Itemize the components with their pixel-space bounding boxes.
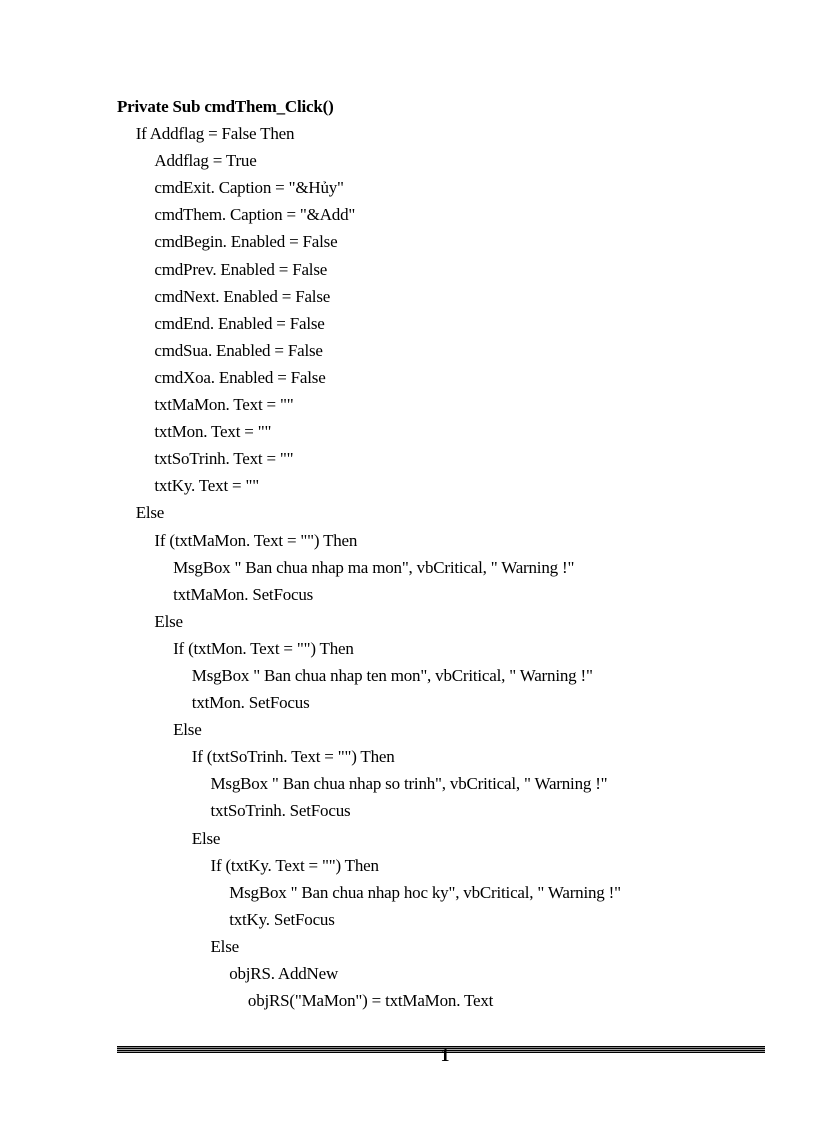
code-line: MsgBox " Ban chua nhap hoc ky", vbCritical, " Warning !" (229, 882, 621, 902)
code-line: Else (191, 828, 221, 848)
code-line: If Addflag = False Then (135, 124, 295, 144)
code-line: Else (173, 720, 202, 740)
code-line: cmdPrev. Enabled = False (154, 259, 328, 279)
code-line: txtKy. SetFocus (229, 909, 335, 929)
page-footer (117, 1046, 765, 1086)
code-line: cmdBegin. Enabled = False (154, 232, 338, 252)
code-line: MsgBox " Ban chua nhap so trinh", vbCritical, " Warning !" (210, 774, 608, 794)
code-line: txtMon. Text = "" (154, 422, 272, 442)
code-line: If (txtKy. Text = "") Then (210, 855, 379, 875)
code-line: txtMaMon. SetFocus (173, 584, 314, 604)
code-line: Addflag = True (154, 151, 257, 171)
code-line: If (txtMaMon. Text = "") Then (154, 530, 358, 550)
code-line: MsgBox " Ban chua nhap ma mon", vbCritical, " Warning !" (173, 557, 575, 577)
code-line: cmdNext. Enabled = False (154, 286, 331, 306)
code-line: MsgBox " Ban chua nhap ten mon", vbCritical, " Warning !" (191, 665, 593, 685)
code-line: Private Sub cmdThem_Click() (117, 97, 334, 116)
code-line: txtKy. Text = "" (154, 476, 259, 496)
code-line: txtSoTrinh. Text = "" (154, 449, 294, 469)
code-line: objRS("MaMon") = txtMaMon. Text (247, 991, 494, 1011)
code-line: txtMon. SetFocus (191, 693, 310, 713)
code-line: cmdThem. Caption = "&Add" (154, 205, 356, 225)
code-line: txtMaMon. Text = "" (154, 395, 294, 415)
code-line: If (txtMon. Text = "") Then (173, 638, 354, 658)
code-line: Else (210, 936, 239, 956)
code-line: If (txtSoTrinh. Text = "") Then (191, 747, 395, 767)
code-line: cmdXoa. Enabled = False (154, 367, 326, 387)
code-line: Else (135, 503, 165, 523)
page-number: 1 (440, 1045, 450, 1065)
code-line: Else (154, 611, 183, 631)
code-line: cmdSua. Enabled = False (154, 340, 323, 360)
code-line: txtSoTrinh. SetFocus (210, 801, 351, 821)
code-listing (117, 93, 777, 1014)
code-line: cmdExit. Caption = "&Hủy" (154, 178, 344, 198)
code-line: cmdEnd. Enabled = False (154, 313, 325, 333)
code-line: objRS. AddNew (229, 964, 339, 983)
